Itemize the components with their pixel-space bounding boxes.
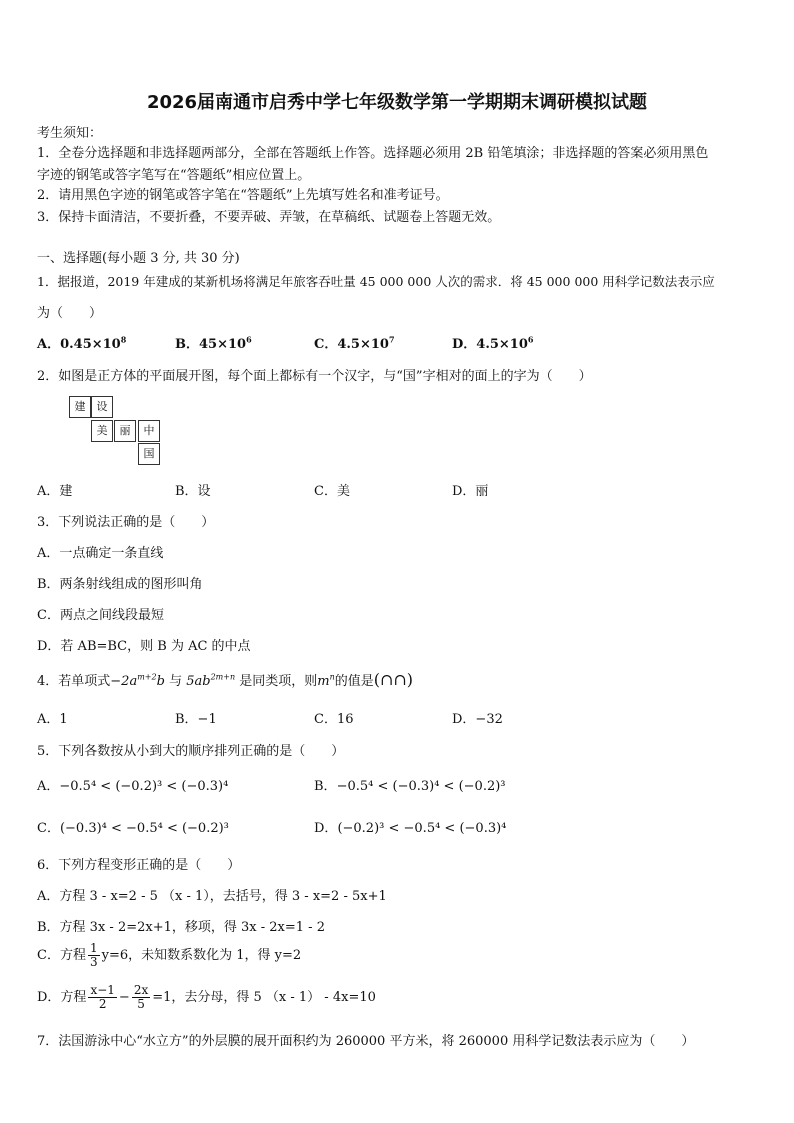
q1-stem-cont: 为（ ） bbox=[37, 306, 103, 321]
q5-option-c[interactable]: C．(−0.3)⁴ < −0.5⁴ < (−0.2)³ bbox=[37, 821, 229, 836]
cube-cell-zhong: 中 bbox=[138, 420, 160, 442]
q2-option-a[interactable]: A．建 bbox=[37, 484, 73, 499]
q4-option-a[interactable]: A．1 bbox=[37, 712, 68, 727]
notice-heading: 考生须知： bbox=[37, 126, 103, 141]
q6-option-b[interactable]: B．方程 3x - 2=2x+1，移项，得 3x - 2x=1 - 2 bbox=[37, 920, 325, 935]
notice-item-1: 1．全卷分选择题和非选择题两部分，全部在答题纸上作答。选择题必须用 2B 铅笔填涂；非选择题的答案必须用黑色 bbox=[37, 146, 709, 161]
q1-stem: 1．据报道，2019 年建成的某新机场将满足年旅客吞吐量 45 000 000 人次的需求．将 45 000 000 用科学记数法表示应 bbox=[37, 274, 715, 289]
q1-option-a[interactable]: A．$0.45\times 10^8$ bbox=[37, 334, 127, 352]
notice-item-2: 2．请用黑色字迹的钢笔或答字笔在“答题纸”上先填写姓名和准考证号。 bbox=[37, 188, 449, 203]
q5-option-d[interactable]: D．(−0.2)³ < −0.5⁴ < (−0.3)⁴ bbox=[314, 821, 507, 836]
section-heading: 一、选择题(每小题 3 分, 共 30 分) bbox=[37, 251, 240, 266]
fraction-one-third: $\frac{1}{3}$ bbox=[89, 941, 98, 969]
q5-option-b[interactable]: B．−0.5⁴ < (−0.3)⁴ < (−0.2)³ bbox=[314, 779, 506, 794]
q6-option-d[interactable]: D．方程 $\frac{x-1}{2}$ − $\frac{2x}{5}$ =1，去分母，得 5 （x - 1） - 4x=10 bbox=[37, 983, 376, 1011]
fraction-2x-over-5: $\frac{2x}{5}$ bbox=[133, 983, 149, 1011]
q3-option-c[interactable]: C．两点之间线段最短 bbox=[37, 608, 164, 623]
q3-option-a[interactable]: A．一点确定一条直线 bbox=[37, 546, 164, 561]
q4-stem: 4．若单项式$-2a^{m+2}b$ 与 $5ab^{2m+n}$ 是同类项，则$m^n$的值是(∩∩) bbox=[37, 670, 414, 689]
cube-cell-mei: 美 bbox=[91, 420, 113, 442]
cube-cell-she: 设 bbox=[91, 396, 113, 418]
q1-option-c[interactable]: C．$4.5\times 10^7$ bbox=[314, 334, 395, 352]
cube-cell-li: 丽 bbox=[114, 420, 136, 442]
q1-option-b[interactable]: B．$45\times 10^6$ bbox=[175, 334, 252, 352]
q7-stem: 7．法国游泳中心“水立方”的外层膜的展开面积约为 260000 平方米，将 260000 用科学记数法表示应为（ ） bbox=[37, 1034, 695, 1049]
q6-option-a[interactable]: A．方程 3 - x=2 - 5 （x - 1），去括号，得 3 - x=2 - 5x+1 bbox=[37, 889, 387, 904]
cube-cell-guo: 国 bbox=[138, 443, 160, 465]
q3-stem: 3．下列说法正确的是（ ） bbox=[37, 515, 215, 530]
q4-option-c[interactable]: C．16 bbox=[314, 712, 354, 727]
q4-option-d[interactable]: D．−32 bbox=[452, 712, 503, 727]
q3-option-b[interactable]: B．两条射线组成的图形叫角 bbox=[37, 577, 203, 592]
q6-option-c[interactable]: C．方程 $\frac{1}{3}$ y=6，未知数系数化为 1，得 y=2 bbox=[37, 941, 302, 969]
fraction-x-minus-1-over-2: $\frac{x-1}{2}$ bbox=[90, 983, 115, 1011]
notice-item-1-cont: 字迹的钢笔或答字笔写在“答题纸”相应位置上。 bbox=[37, 168, 311, 183]
q2-option-b[interactable]: B．设 bbox=[175, 484, 211, 499]
q4-option-b[interactable]: B．−1 bbox=[175, 712, 217, 727]
q2-option-d[interactable]: D．丽 bbox=[452, 484, 489, 499]
q5-stem: 5．下列各数按从小到大的顺序排列正确的是（ ） bbox=[37, 744, 345, 759]
page-title: 2026届南通市启秀中学七年级数学第一学期期末调研模拟试题 bbox=[146, 92, 648, 113]
q2-option-c[interactable]: C．美 bbox=[314, 484, 350, 499]
cube-cell-jian: 建 bbox=[69, 396, 91, 418]
q2-stem: 2．如图是正方体的平面展开图，每个面上都标有一个汉字，与“国”字相对的面上的字为（ ） bbox=[37, 369, 592, 384]
q5-option-a[interactable]: A．−0.5⁴ < (−0.2)³ < (−0.3)⁴ bbox=[37, 779, 229, 794]
notice-item-3: 3．保持卡面清洁，不要折叠，不要弄破、弄皱，在草稿纸、试题卷上答题无效。 bbox=[37, 210, 501, 225]
q3-option-d[interactable]: D．若 AB=BC，则 B 为 AC 的中点 bbox=[37, 639, 251, 654]
q1-option-d[interactable]: D．$4.5\times 10^6$ bbox=[452, 334, 534, 352]
q6-stem: 6．下列方程变形正确的是（ ） bbox=[37, 858, 241, 873]
